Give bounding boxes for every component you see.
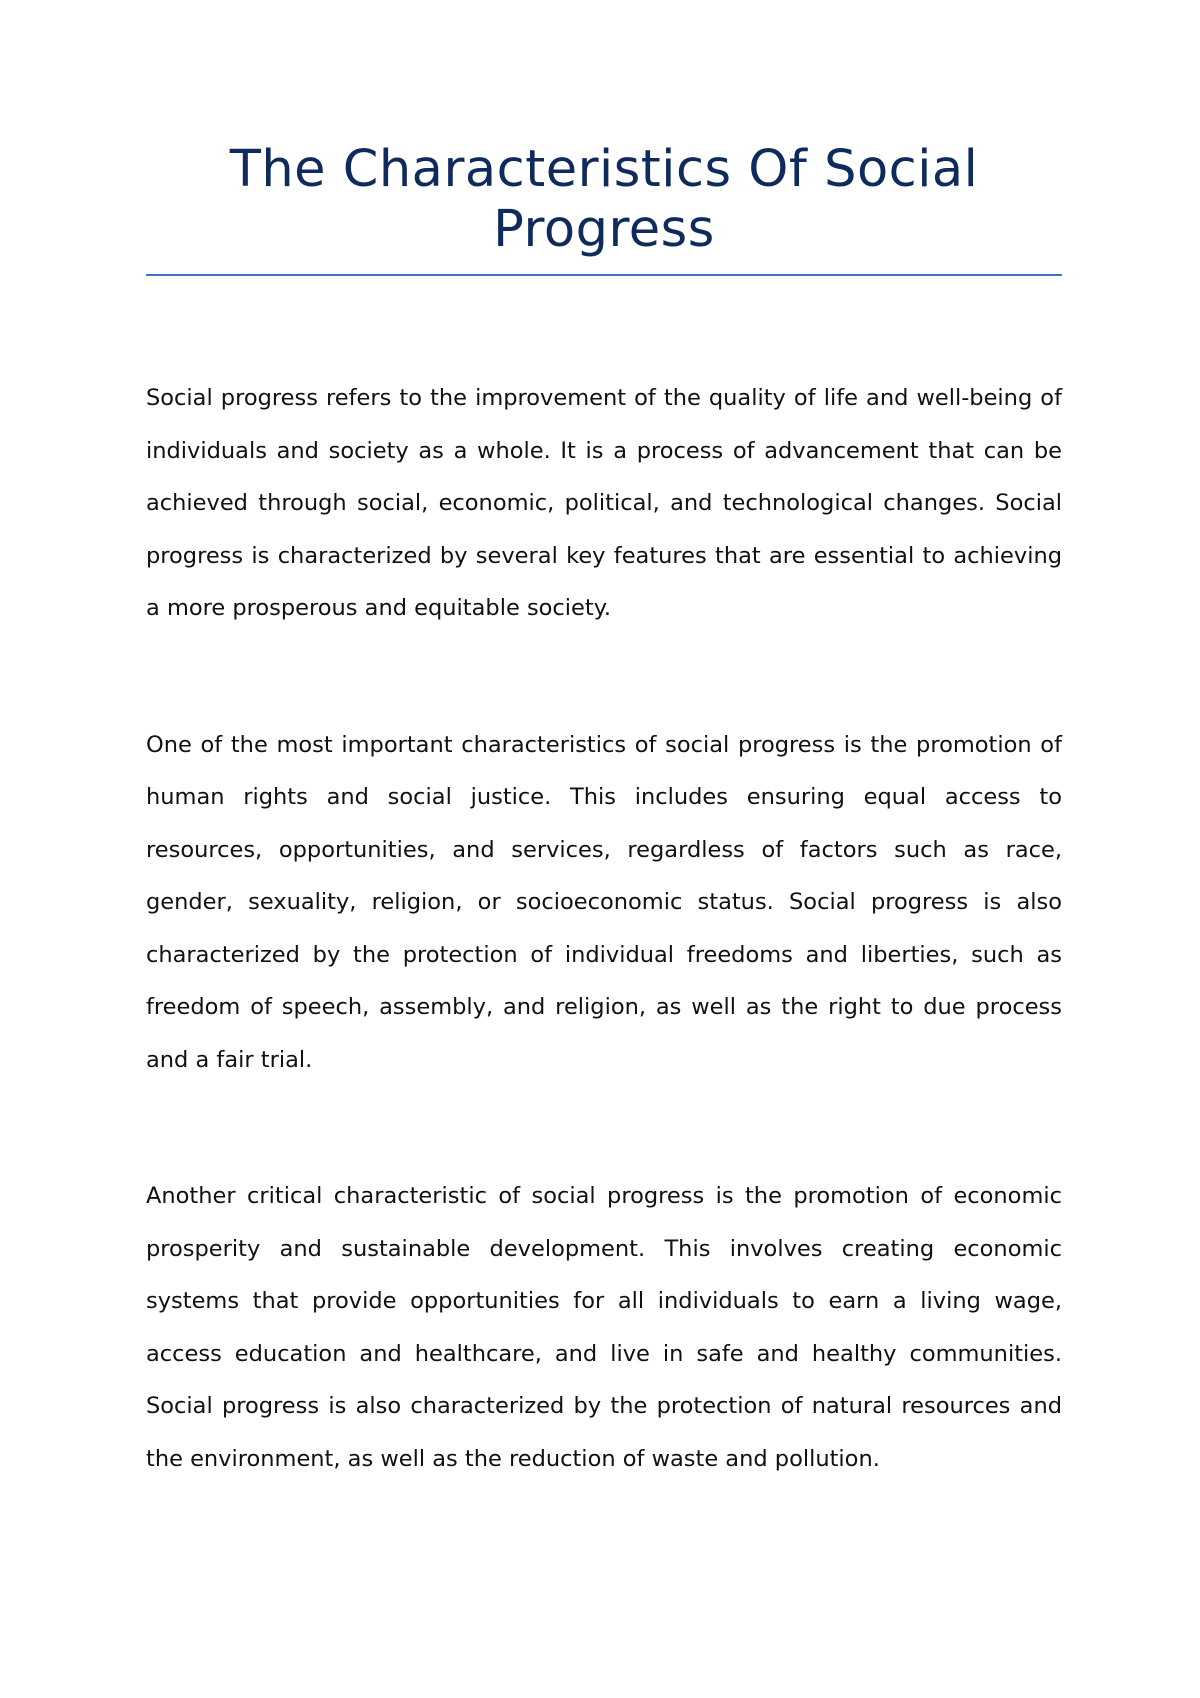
document-title: The Characteristics Of Social Progress (229, 140, 979, 259)
document-body (146, 372, 1062, 1485)
title-underline-divider (146, 274, 1062, 276)
document-content (146, 140, 1062, 1485)
paragraph-1: Social progress refers to the improvement of the quality of life and well-being of individuals and society as a whole. It is a process of advancement that can be achieved through social, economic, political, and technological changes. Social progress is characterized by several key features that are essential to achieving a more prosperous and equitable society. (146, 385, 1062, 621)
paragraph-2: One of the most important characteristics of social progress is the promotion of human rights and social justice. This includes ensuring equal access to resources, opportunities, and services, regardless of factors such as race, gender, sexuality, religion, or socioeconomic status. Social progress is also characterized by the protection of individual freedoms and liberties, such as freedom of speech, assembly, and religion, as well as the right to due process and a fair trial. (146, 731, 1062, 1073)
paragraph-3: Another critical characteristic of social progress is the promotion of economic prosperity and sustainable development. This involves creating economic systems that provide opportunities for all individuals to earn a living wage, access education and healthcare, and live in safe and healthy communities. Social progress is also characterized by the protection of natural resources and the environment, as well as the reduction of waste and pollution. (146, 1183, 1062, 1472)
